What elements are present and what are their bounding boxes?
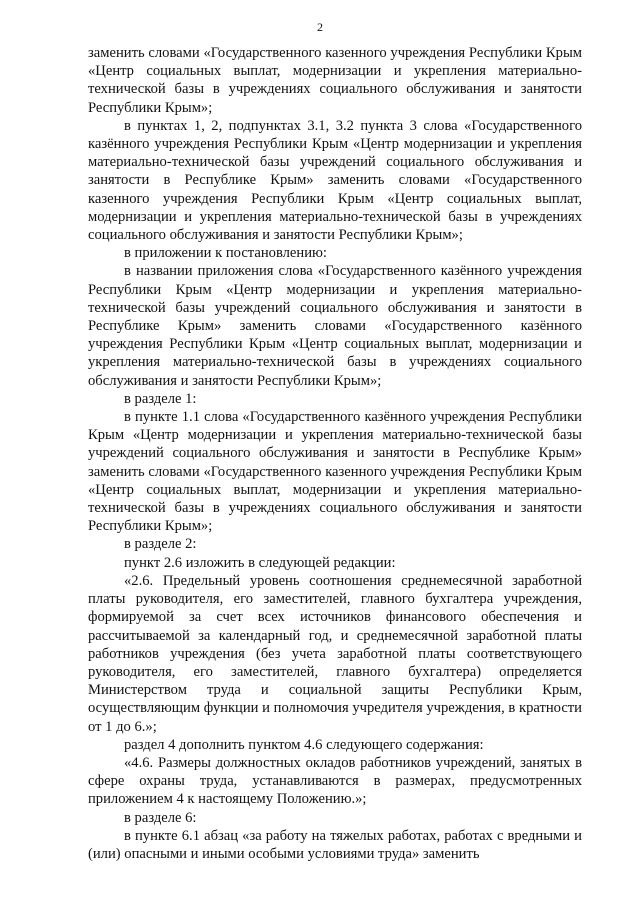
- page-number: 2: [317, 20, 323, 34]
- paragraph: в пункте 1.1 слова «Государственного казённого учреждения Республики Крым «Центр модернизации и укрепления материально-технической базы учреждений социального обслуживания и занятости в Республике Крым» заменить словами «Государственного казенного учреждения Республики Крым «Центр социальных выплат, модернизации и укрепления материально-технической базы в учреждениях социального обслуживания и занятости Республики Крым»;: [88, 409, 582, 535]
- paragraph: в разделе 2:: [124, 536, 197, 553]
- paragraph: в пункте 6.1 абзац «за работу на тяжелых работах, работах с вредными и (или) опасными и иными особыми условиями труда» заменить: [88, 827, 582, 862]
- paragraph: в разделе 1:: [124, 390, 197, 407]
- paragraph: в пунктах 1, 2, подпунктах 3.1, 3.2 пункта 3 слова «Государственного казённого учреждения Республики Крым «Центр модернизации и укрепления материально-технической базы учреждений социального обслуживания и занятости в Республике Крым» заменить словами «Государственного казенного учреждения Республики Крым «Центр социальных выплат, модернизации и укрепления материально-технической базы в учреждениях социального обслуживания и занятости Республики Крым»;: [88, 117, 582, 244]
- paragraph: раздел 4 дополнить пунктом 4.6 следующего содержания:: [124, 736, 484, 753]
- paragraph: «2.6. Предельный уровень соотношения среднемесячной заработной платы руководителя, его заместителей, главного бухгалтера учреждения, формируемой за счет всех источников финансового обеспечения и рассчитываемой за календарный год, и среднемесячной заработной платы работников учреждения (без учета заработной платы соответствующего руководителя, его заместителей, главного бухгалтера) определяется Министерством труда и социальной защиты Республики Крым, осуществляющим функции и полномочия учредителя учреждения, в кратности от 1 до 6.»;: [88, 572, 582, 735]
- paragraph: «4.6. Размеры должностных окладов работников учреждений, занятых в сфере охраны труда, устанавливаются в размерах, предусмотренных приложением 4 к настоящему Положению.»;: [88, 754, 582, 808]
- paragraph: в названии приложения слова «Государственного казённого учреждения Республики Крым «Центр модернизации и укрепления материально-технической базы учреждений социального обслуживания и занятости в Республике Крым» заменить словами «Государственного казённого учреждения Республики Крым «Центр социальных выплат, модернизации и укрепления материально-технической базы в учреждениях социального обслуживания и занятости Республики Крым»;: [88, 263, 582, 389]
- paragraph: в разделе 6:: [124, 809, 197, 826]
- paragraph: в приложении к постановлению:: [124, 245, 327, 262]
- paragraph: пункт 2.6 изложить в следующей редакции:: [124, 554, 396, 571]
- document-body: [88, 44, 582, 863]
- paragraph: заменить словами «Государственного казенного учреждения Республики Крым «Центр социальных выплат, модернизации и укрепления материально-технической базы в учреждениях социального обслуживания и занятости Республики Крым»;: [88, 45, 582, 116]
